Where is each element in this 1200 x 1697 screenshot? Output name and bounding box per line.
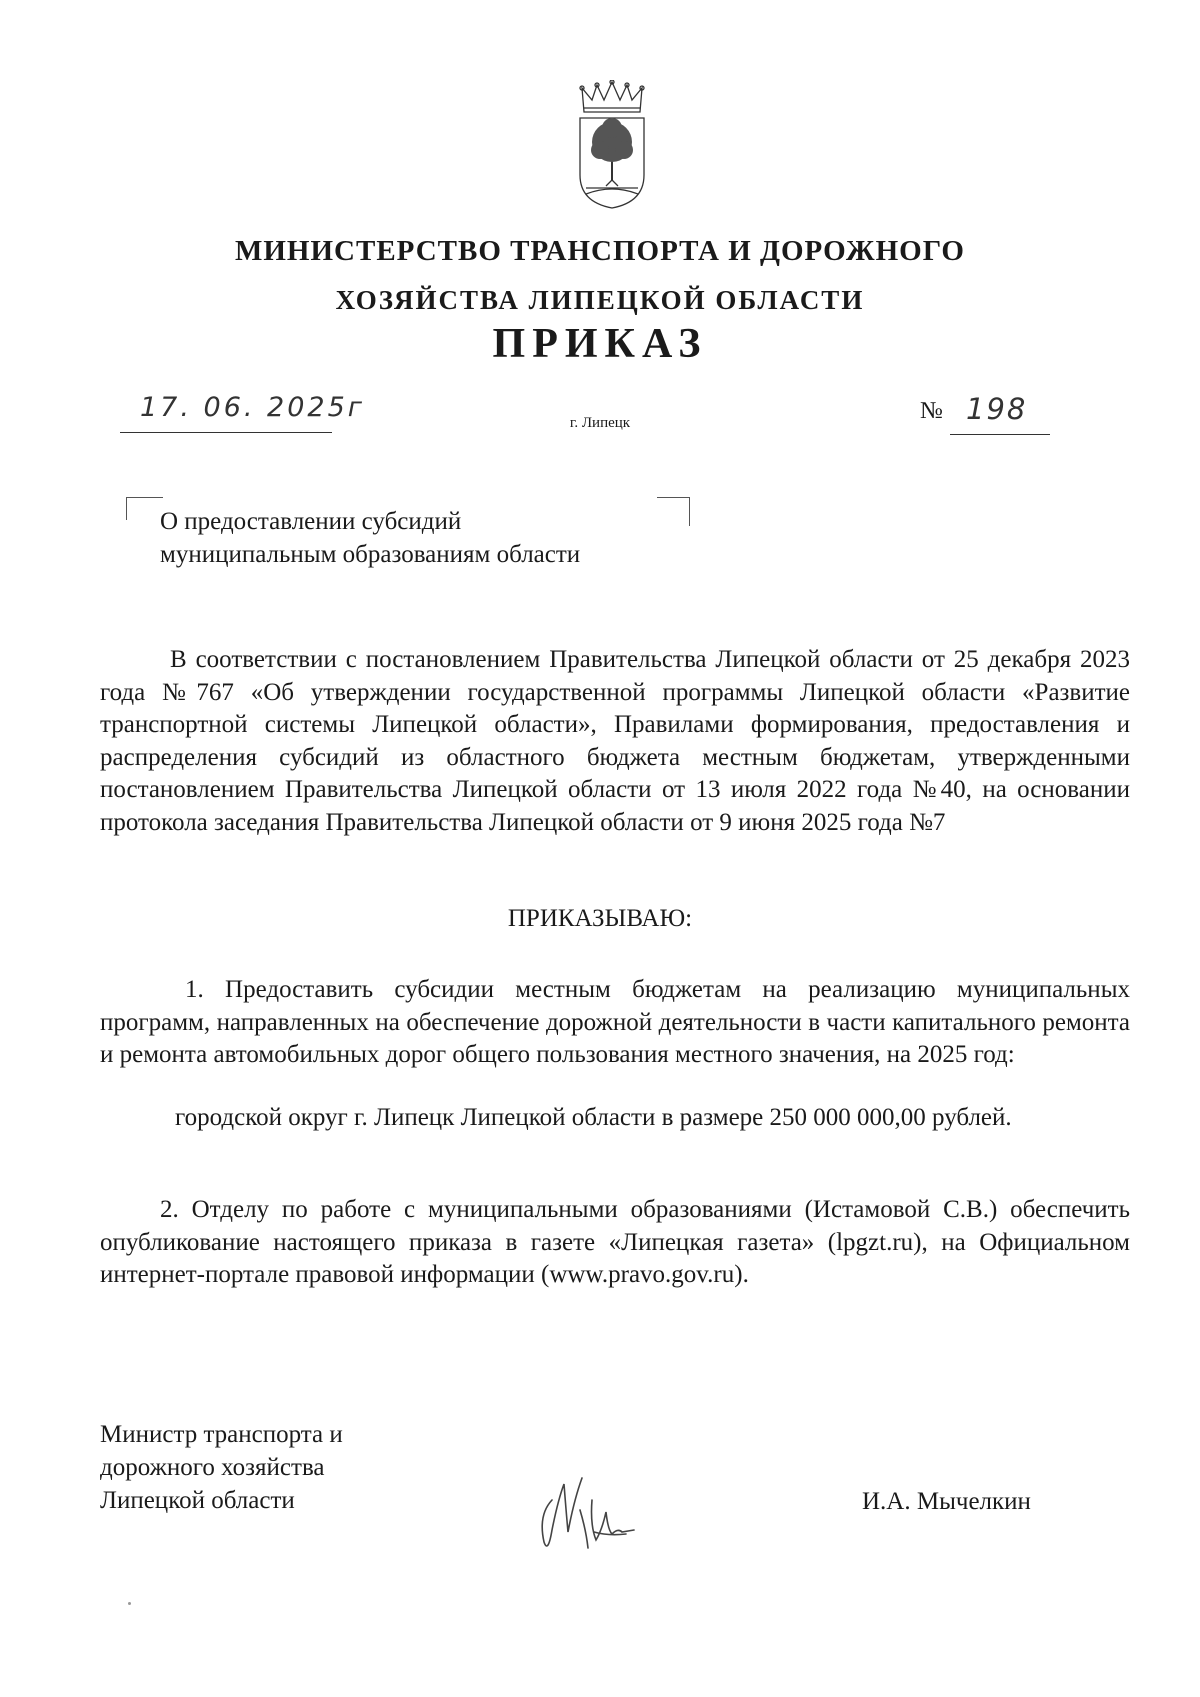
coat-of-arms-icon [572, 80, 652, 210]
scan-speck [128, 1602, 131, 1605]
document-city: г. Липецк [569, 415, 631, 431]
number-underline [950, 434, 1050, 435]
subject-line1: О предоставлении субсидий [160, 508, 462, 535]
signatory-title-line3: Липецкой области [100, 1487, 295, 1514]
subject-line2: муниципальным образованиям области [160, 541, 581, 568]
order-item-1-recipient: городской округ г. Липецк Липецкой области в размере 250 000 000,00 рублей. [175, 1104, 1012, 1131]
date-underline [120, 432, 332, 433]
signatory-name: И.А. Мычелкин [862, 1488, 1031, 1515]
order-item-2: 2. Отделу по работе с муниципальными образованиями (Истамовой С.В.) обеспечить опубликование настоящего приказа в газете «Липецкая газета» (lpgzt.ru), на Официальном интернет-портале правовой информации (www.pravo.gov.ru). [100, 1196, 1130, 1288]
ministry-name-line1: МИНИСТЕРСТВО ТРАНСПОРТА И ДОРОЖНОГО [234, 235, 965, 267]
preamble-paragraph: В соответствии с постановлением Правительства Липецкой области от 25 декабря 2023 года №767 «Об утверждении государственной программы Липецкой области «Развитие транспортной системы Липецкой области», Правилами формирования, предоставления и распределения субсидий из областного бюджета местным бюджетам, утвержденными постановлением Правительства Липецкой области от 13 июля 2022 года №40, на основании протокола заседания Правительства Липецкой области от 9 июня 2025 года №7 [100, 646, 1130, 836]
orders-heading: ПРИКАЗЫВАЮ: [507, 905, 693, 932]
subject-corner-right [657, 497, 690, 526]
document-subject [160, 505, 580, 571]
document-type: ПРИКАЗ [492, 321, 708, 367]
signatory-title-line1: Министр транспорта и [100, 1421, 343, 1448]
number-label: № [920, 398, 943, 424]
document-number: 198 [966, 392, 1028, 426]
ministry-name-line2: ХОЗЯЙСТВА ЛИПЕЦКОЙ ОБЛАСТИ [335, 285, 865, 315]
order-item-1: 1. Предоставить субсидии местным бюджетам на реализацию муниципальных программ, направленных на обеспечение дорожной деятельности в части капитального ремонта и ремонта автомобильных дорог общего пользования местного значения, на 2025 год: [100, 976, 1130, 1068]
signatory-title [100, 1418, 343, 1517]
signatory-title-line2: дорожного хозяйства [100, 1454, 325, 1481]
subject-corner-left [126, 497, 163, 520]
document-date: 17. 06. 2025г [140, 392, 365, 423]
handwritten-signature-icon [530, 1470, 650, 1560]
